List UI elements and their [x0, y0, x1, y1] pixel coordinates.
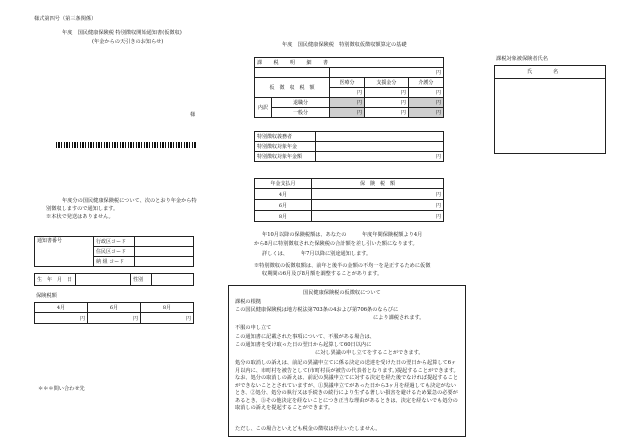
code-row-label: 住民区コード [94, 247, 135, 257]
explain-paragraph: 処分の取消しの訴えは、前記の異議申立てに係る決定の送達を受けた日の翌日から起算して6ヶ月以内に、市町村を被告として(市町村長が被告の代表者となります。)提起することができます。なお、処分の取消しの訴えは、前記の異議申立てに対する決定を経た後でなければ提起することができないこととされていますが、①異議申立てがあった日から3ヶ月を経過しても決定がないとき、②処分、処分の執行又は手続きの続行により生ずる著しい損害を避けるため緊急の必要があるとき、③その他決定を経ないことにつき正当な理由があるときは、決定を経ないでも処分の取消しの訴えを提起することができます。 [235, 360, 459, 412]
collection-month: 8月 [141, 303, 194, 313]
explanation-box [228, 285, 466, 437]
tax-cell: 円 [408, 88, 443, 98]
birth-label: 生 年 月 日 [35, 274, 76, 286]
pension-month: 8月 [255, 211, 312, 222]
breakdown-row-label: 一般分 [272, 108, 330, 118]
pension-amount: 円 [312, 189, 444, 200]
obligor-value [316, 142, 444, 152]
birth-value [76, 274, 131, 286]
form-number: 様式第四号（第三条関係） [34, 16, 97, 22]
collection-month: 6月 [88, 303, 141, 313]
detail-header: 課 税 明 細 書 [255, 58, 444, 68]
insured-title: 課税対象被保険者氏名 [496, 56, 548, 62]
tax-cell: 円 [329, 88, 364, 98]
obligor-label: 特別徴収対象年金額 [255, 152, 316, 162]
obligor-table [254, 131, 444, 162]
pension-month-table [254, 178, 444, 222]
notice-body-line-1: 年度分の国民健康保険税について、次のとおり年金から特 [62, 198, 197, 204]
code-row-label: 納 組 コード [94, 257, 135, 267]
pension-month: 6月 [255, 200, 312, 211]
column-header: 支援金分 [365, 78, 409, 88]
tax-cell: 円 [408, 108, 443, 118]
addressee-honorific: 様 [190, 112, 196, 118]
explain-section-appeal: 不服の申し立て [235, 325, 272, 331]
obligor-label: 特別徴収対象年金 [255, 142, 316, 152]
explain-section-basis: 課税の根拠 [235, 299, 261, 305]
tax-label: 仮 徴 収 税 額 [255, 78, 330, 98]
collection-label: 保険税額 [36, 293, 57, 299]
pension-amount: 円 [312, 200, 444, 211]
collection-month: 4月 [35, 303, 88, 313]
explain-appeal-line-3: に対し異議の申し立てをすることができます。 [315, 350, 424, 356]
breakdown-label: 内訳 [255, 98, 272, 118]
notice-number-label: 通知書番号 [35, 237, 94, 267]
tax-cell: 円 [329, 108, 364, 118]
notice-subtitle: (年金からの天引きのお知らせ) [92, 39, 164, 45]
code-row-value [135, 247, 194, 257]
basis-text-line-3: 詳しくは、 年7月以降に別途通知します。 [262, 251, 372, 257]
tax-cell: 円 [408, 98, 443, 108]
tax-cell: 円 [329, 98, 364, 108]
detail-unit: 円 [329, 68, 443, 78]
notice-title: 年度 国民健康保険税 特別徴収開始通知書(仮徴収) [62, 30, 182, 36]
explain-title: 国民健康保険税の仮徴収について [303, 290, 381, 296]
code-row-value [135, 257, 194, 267]
explain-basis-line-2: により課税されます。 [373, 315, 425, 321]
obligor-label: 特別徴収義務者 [255, 132, 316, 142]
collection-amount-table [34, 302, 194, 324]
insured-name-header: 氏 名 [527, 69, 559, 75]
explain-appeal-line-1: この通知書に記載された事項について、不服がある場合は、 [235, 334, 375, 340]
code-row-value [135, 237, 194, 247]
notice-body-line-2: 別徴収しますので通知します。 [46, 206, 119, 212]
breakdown-row-label: 退職分 [272, 98, 330, 108]
collection-amount: 円 [141, 313, 194, 324]
tax-cell: 円 [365, 88, 409, 98]
tax-cell: 円 [365, 108, 409, 118]
column-header: 介護分 [408, 78, 443, 88]
basis-text-line-5: 収期間の6月及び8月額を調整することがあります。 [262, 271, 383, 277]
basis-text-line-4: ※特別徴収の仮徴収額は、前年と後半の金額の不均一を是正するために仮徴 [254, 263, 431, 269]
detail-blank [255, 68, 330, 78]
customer-barcode [56, 142, 196, 148]
pension-amount: 円 [312, 211, 444, 222]
gender-label: 性別 [131, 274, 152, 286]
explain-last-line: ただし、この場合といえども税金の徴収は停止いたしません。 [235, 426, 381, 432]
obligor-value: 円 [316, 152, 444, 162]
tax-detail-table [254, 57, 444, 118]
pension-header-month: 年金支払月 [255, 179, 312, 189]
basis-title: 年度 国民健康保険税 特別徴収仮徴収額算定の基礎 [282, 42, 407, 48]
basis-text-line-2: から8月に特別徴収された保険税の合計額を差し引いた額になります。 [254, 241, 418, 247]
column-header: 医療分 [329, 78, 364, 88]
tax-cell: 円 [365, 98, 409, 108]
notice-code-table [34, 236, 194, 267]
insured-name-box [494, 65, 606, 154]
obligor-value [316, 132, 444, 142]
pension-month: 4月 [255, 189, 312, 200]
collection-amount: 円 [88, 313, 141, 324]
explain-appeal-line-2: この通知書を受け取った日の翌日から起算して60日以内に [235, 342, 372, 348]
birth-gender-table [34, 273, 194, 286]
collection-amount: 円 [35, 313, 88, 324]
pension-header-amount: 保 険 税 額 [312, 179, 444, 189]
notice-body-line-3: ※本状で発送はありません。 [46, 214, 114, 220]
contact-info: ＊＊＊問い合わせ先 [38, 386, 85, 392]
explain-basis-line-1: この国民健康保険税は地方税法第703条の4および第706条のならびに [235, 307, 399, 313]
basis-text-line-1: 年10月以降の保険税額は、あなたの 年度年間保険税額より4月 [262, 232, 423, 238]
code-row-label: 行政区コード [94, 237, 135, 247]
gender-value [152, 274, 194, 286]
